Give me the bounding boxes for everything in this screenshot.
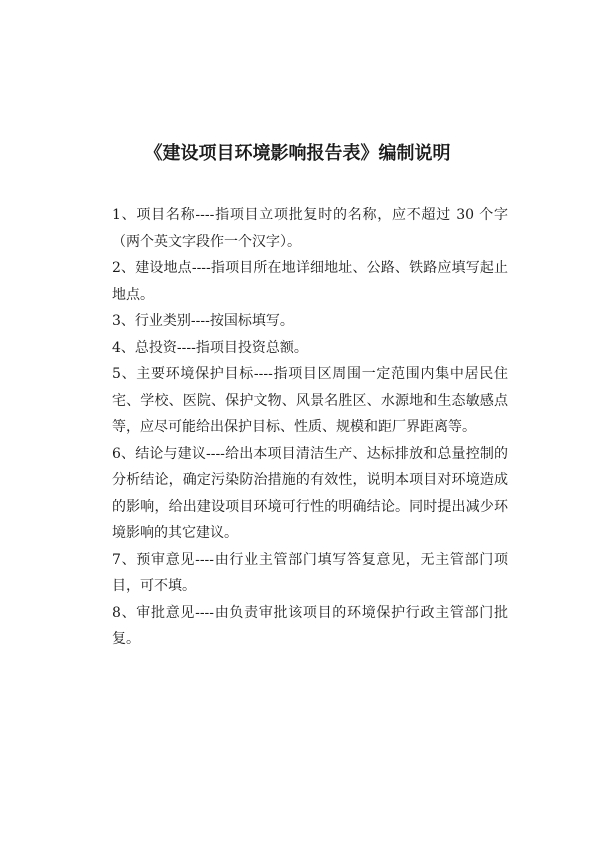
instructions-list <box>112 202 508 653</box>
instruction-item-1: 1、项目名称----指项目立项批复时的名称，应不超过 30 个字（两个英文字段作一个汉字）。 <box>112 207 508 250</box>
instruction-item-4: 4、总投资----指项目投资总额。 <box>112 339 308 356</box>
instruction-item-3: 3、行业类别----按国标填写。 <box>112 313 294 329</box>
instruction-item-6: 6、结论与建议----给出本项目清洁生产、达标排放和总量控制的分析结论，确定污染防治措施的有效性，说明本项目对环境造成的影响，给出建设项目环境可行性的明确结论。同时提出减少环境影响的其它建议。 <box>112 445 508 541</box>
instruction-item-5: 5、主要环境保护目标----指项目区周围一定范围内集中居民住宅、学校、医院、保护文物、风景名胜区、水源地和生态敏感点等，应尽可能给出保护目标、性质、规模和距厂界距离等。 <box>112 366 508 435</box>
instruction-item-2: 2、建设地点----指项目所在地详细地址、公路、铁路应填写起止地点。 <box>112 260 508 303</box>
document-title: 《建设项目环境影响报告表》编制说明 <box>144 143 451 164</box>
instruction-item-7: 7、预审意见----由行业主管部门填写答复意见，无主管部门项目，可不填。 <box>112 551 508 594</box>
instruction-item-8: 8、审批意见----由负责审批该项目的环境保护行政主管部门批复。 <box>112 604 508 647</box>
